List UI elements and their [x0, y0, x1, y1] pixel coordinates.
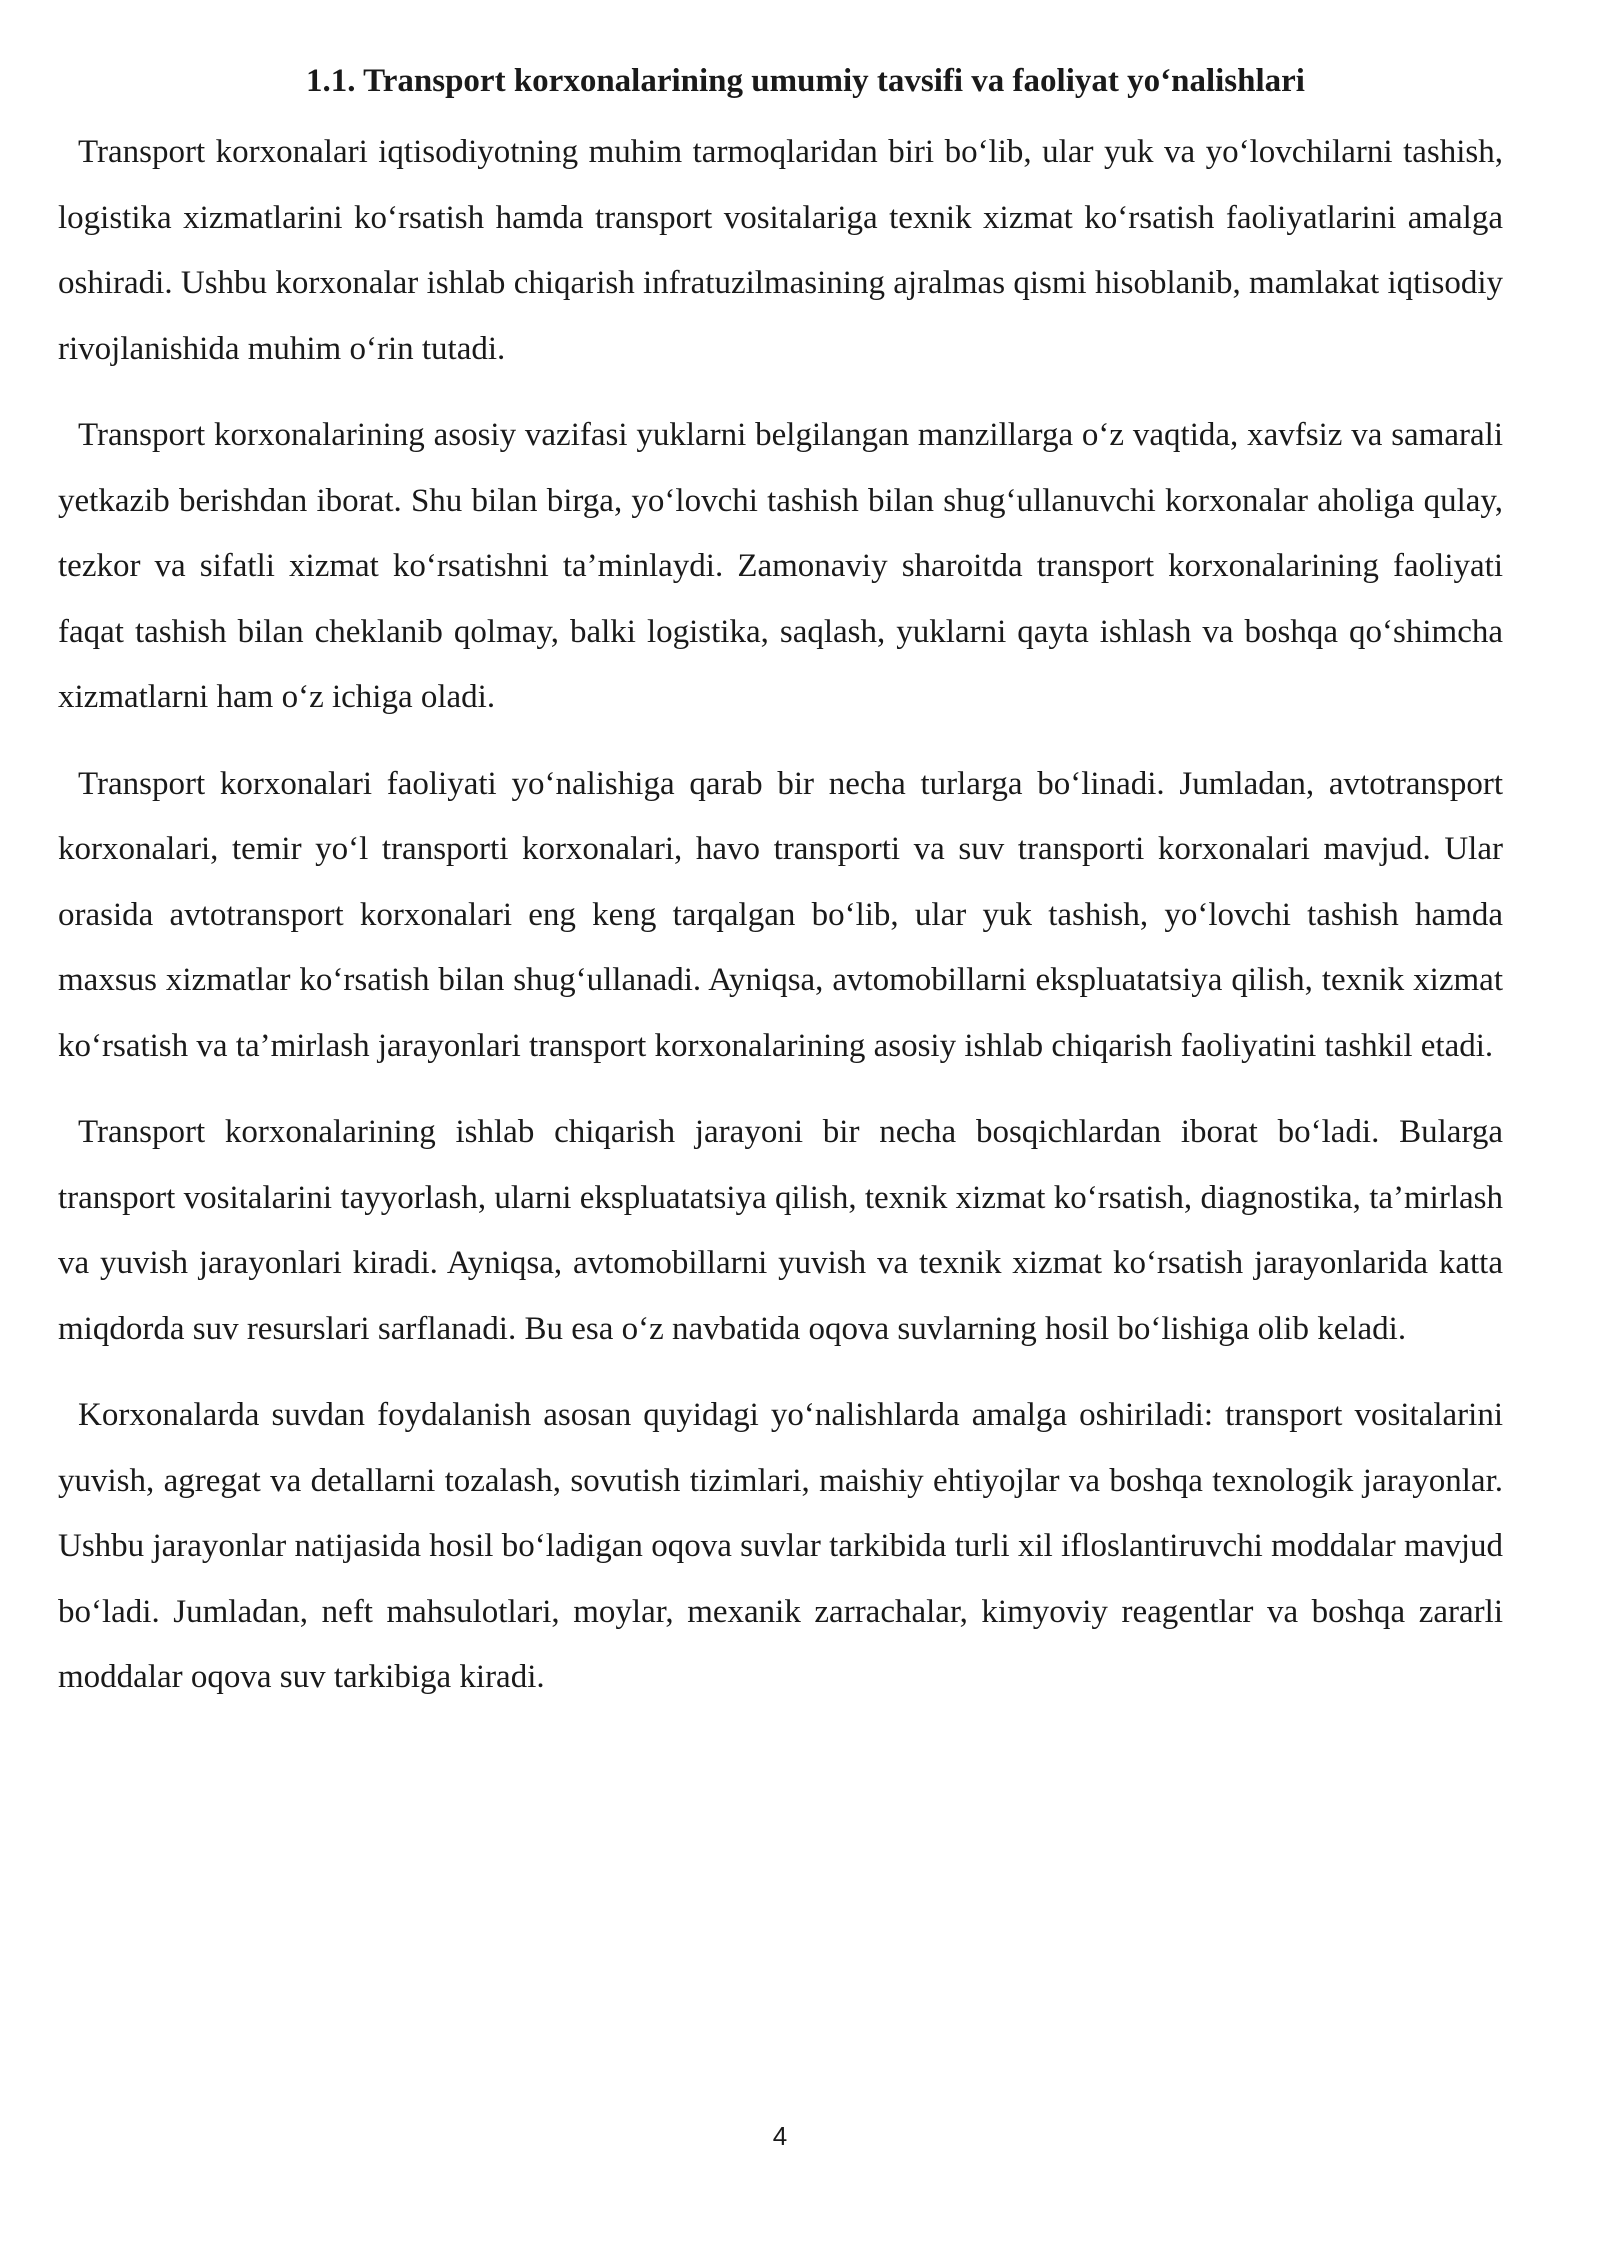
page-number: 4	[772, 2121, 788, 2151]
paragraph-3: Transport korxonalari faoliyati yo‘nalishiga qarab bir necha turlarga bo‘linadi. Jumladan, avtotransport korxonalari, temir yo‘l transporti korxonalari, havo transporti va suv transporti korxonalari mavjud. Ular orasida avtotransport korxonalari eng keng tarqalgan bo‘lib, ular yuk tashish, yo‘lovchi tashish hamda maxsus xizmatlar ko‘rsatish bilan shug‘ullanadi. Ayniqsa, avtomobillarni ekspluatatsiya qilish, texnik xizmat ko‘rsatish va ta’mirlash jarayonlari transport korxonalarining asosiy ishlab chiqarish faoliyatini tashkil etadi.	[58, 765, 1503, 1064]
paragraph-4: Transport korxonalarining ishlab chiqarish jarayoni bir necha bosqichlardan iborat bo‘ladi. Bularga transport vositalarini tayyorlash, ularni ekspluatatsiya qilish, texnik xizmat ko‘rsatish, diagnostika, ta’mirlash va yuvish jarayonlari kiradi. Ayniqsa, avtomobillarni yuvish va texnik xizmat ko‘rsatish jarayonlarida katta miqdorda suv resurslari sarflanadi. Bu esa o‘z navbatida oqova suvlarning hosil bo‘lishiga olib keladi.	[58, 1114, 1503, 1347]
paragraph-5: Korxonalarda suvdan foydalanish asosan quyidagi yo‘nalishlarda amalga oshiriladi: transport vositalarini yuvish, agregat va detallarni tozalash, sovutish tizimlari, maishiy ehtiyojlar va boshqa texnologik jarayonlar. Ushbu jarayonlar natijasida hosil bo‘ladigan oqova suvlar tarkibida turli xil ifloslantiruvchi moddalar mavjud bo‘ladi. Jumladan, neft mahsulotlari, moylar, mexanik zarrachalar, kimyoviy reagentlar va boshqa zararli moddalar oqova suv tarkibiga kiradi.	[58, 1397, 1503, 1695]
section-title: 1.1. Transport korxonalarining umumiy tavsifi va faoliyat yo‘nalishlari	[306, 63, 1305, 99]
paragraph-1: Transport korxonalari iqtisodiyotning muhim tarmoqlaridan biri bo‘lib, ular yuk va yo‘lovchilarni tashish, logistika xizmatlarini ko‘rsatish hamda transport vositalariga texnik xizmat ko‘rsatish faoliyatlarini amalga oshiradi. Ushbu korxonalar ishlab chiqarish infratuzilmasining ajralmas qismi hisoblanib, mamlakat iqtisodiy rivojlanishida muhim o‘rin tutadi.	[58, 134, 1503, 367]
paragraph-2: Transport korxonalarining asosiy vazifasi yuklarni belgilangan manzillarga o‘z vaqtida, xavfsiz va samarali yetkazib berishdan iborat. Shu bilan birga, yo‘lovchi tashish bilan shug‘ullanuvchi korxonalar aholiga qulay, tezkor va sifatli xizmat ko‘rsatishni ta’minlaydi. Zamonaviy sharoitda transport korxonalarining faoliyati faqat tashish bilan cheklanib qolmay, balki logistika, saqlash, yuklarni qayta ishlash va boshqa qo‘shimcha xizmatlarni ham o‘z ichiga oladi.	[58, 417, 1503, 715]
